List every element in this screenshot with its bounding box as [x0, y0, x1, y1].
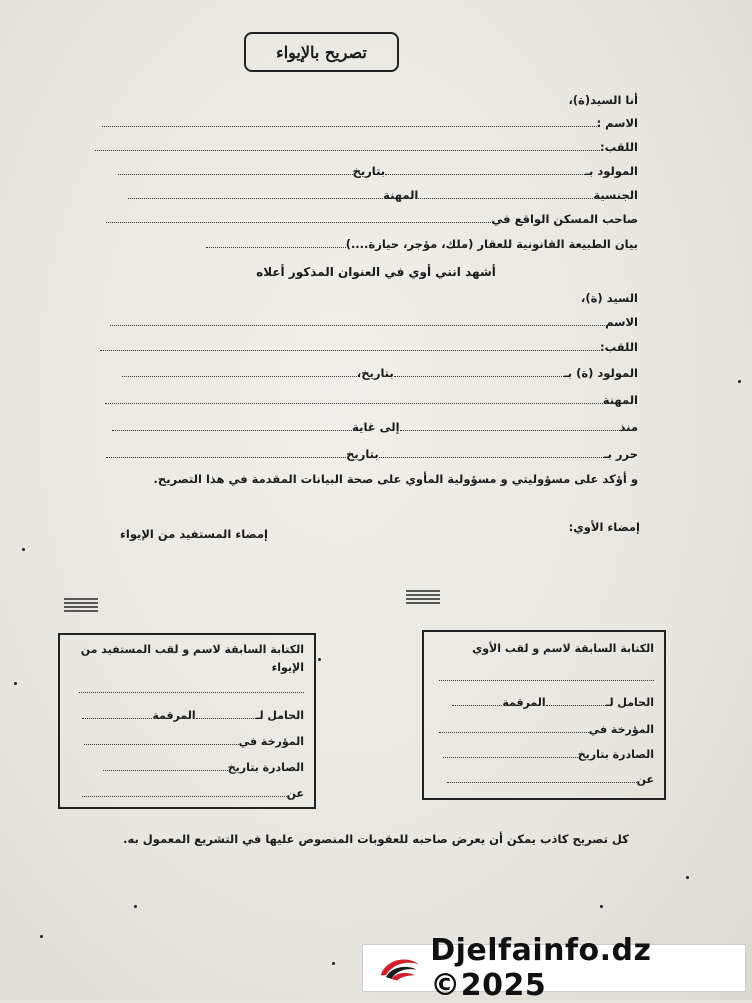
djelfainfo-watermark [362, 933, 746, 1003]
hosted-box-title: الكتابة السابقة لاسم و لقب المستفيد من الإيواء [80, 643, 304, 674]
declarant-legal-label: بيان الطبيعة القانونية للعقار (ملك، مؤجر، حيازة....) [345, 237, 638, 251]
hosted-since-field[interactable] [400, 419, 620, 431]
hosted-signature-scribble [64, 598, 98, 612]
declarant-born-label: المولود بـ [585, 164, 638, 178]
host-box-holder-line [452, 694, 654, 709]
scan-speck [40, 935, 43, 938]
hosted-box-numbered-field[interactable] [82, 707, 152, 719]
declarant-profession-field[interactable] [128, 187, 383, 199]
hosted-box-from-label: عن [286, 787, 304, 800]
hosted-written-date-field[interactable] [106, 446, 346, 458]
hosted-birthdate-field[interactable] [122, 365, 357, 377]
declarant-name-field[interactable] [102, 115, 597, 127]
hosted-period-line [112, 419, 638, 435]
scan-speck [600, 905, 603, 908]
scan-speck [318, 658, 321, 661]
hosted-box-holder-field[interactable] [196, 707, 256, 719]
host-box-dated-field[interactable] [439, 721, 589, 733]
hosted-intro: السيد (ة)، [581, 291, 638, 305]
host-box-from-field[interactable] [447, 771, 637, 783]
responsibility-statement: و أؤكد على مسؤوليتي و مسؤولية المأوي على صحة البيانات المقدمة في هذا التصريح. [153, 472, 638, 486]
hosted-born-label: المولود (ة) بـ [563, 366, 638, 380]
declarant-birthdate-field[interactable] [118, 163, 353, 175]
hosted-profession-field[interactable] [105, 392, 603, 404]
hosted-name-line [110, 314, 638, 330]
host-box-dated-line [439, 721, 654, 736]
host-box-issued-field[interactable] [443, 746, 578, 758]
hosted-identity-box [58, 633, 316, 809]
hosted-surname-field[interactable] [100, 339, 600, 351]
hosted-box-name-field[interactable] [79, 681, 304, 693]
hosted-box-issued-label: الصادرة بتاريخ [227, 761, 304, 774]
declarant-surname-line [95, 139, 638, 155]
hosted-until-label: إلى غاية [352, 420, 400, 434]
hosted-signature-label: إمضاء المستفيد من الإيواء [120, 527, 268, 541]
declarant-date-label: بتاريخ [352, 164, 386, 178]
hosted-since-label: منذ [619, 420, 638, 434]
host-box-issued-label: الصادرة بتاريخ [577, 748, 654, 761]
host-identity-box [422, 630, 666, 800]
host-signature-label: إمضاء الأوي: [568, 520, 640, 534]
form-title: تصريح بالإيواء [276, 42, 367, 62]
hosted-box-dated-field[interactable] [84, 733, 239, 745]
host-box-numbered-label: المرقمة [502, 696, 546, 709]
host-box-title: الكتابة السابقة لاسم و لقب الأوي [472, 642, 654, 655]
declarant-birth-line [118, 163, 638, 179]
host-box-numbered-field[interactable] [452, 694, 502, 706]
hosted-box-title-1 [68, 641, 304, 677]
declarant-birthplace-field[interactable] [385, 163, 585, 175]
hosted-date-label: بتاريخ، [356, 366, 394, 380]
legal-warning-footer: كل تصريح كاذب يمكن أن يعرض صاحبه للعقوبات المنصوص عليها في التشريع المعمول به. [123, 832, 629, 846]
hosted-box-holder-label: الحامل لـ [255, 709, 304, 722]
hosted-box-from-field[interactable] [82, 785, 287, 797]
scan-speck [686, 876, 689, 879]
hosted-profession-label: المهنة [602, 393, 638, 407]
declarant-nationality-label: الجنسية [593, 188, 638, 202]
hosted-written-place-field[interactable] [379, 446, 604, 458]
attestation-heading: أشهد انني أوي في العنوان المذكور أعلاه [256, 265, 496, 279]
declarant-legal-line [206, 236, 638, 252]
declarant-profession-label: المهنة [383, 188, 419, 202]
host-box-name-field[interactable] [439, 669, 654, 681]
hosted-box-dots-line [79, 681, 304, 696]
hosted-box-issued-line [103, 759, 304, 774]
declarant-intro: أنا السيد(ة)، [568, 93, 638, 107]
hosted-box-from-line [82, 785, 304, 800]
hosted-box-dated-label: المؤرخة في [238, 735, 304, 748]
hosted-surname-line [100, 339, 638, 355]
watermark-text: Djelfainfo.dz ©2025 [430, 933, 652, 1003]
host-box-dated-label: المؤرخة في [588, 723, 654, 736]
hosted-surname-label: اللقب: [599, 340, 638, 354]
host-box-holder-field[interactable] [546, 694, 606, 706]
declarant-dwelling-line [106, 211, 638, 227]
declarant-surname-field[interactable] [95, 139, 600, 151]
host-box-from-label: عن [636, 773, 654, 786]
hosted-written-label: حرر بـ [603, 447, 638, 461]
declarant-nationality-field[interactable] [418, 187, 593, 199]
declarant-nationality-line [128, 187, 638, 203]
declarant-dwelling-field[interactable] [106, 211, 491, 223]
declarant-dwelling-label: صاحب المسكن الواقع في [491, 212, 638, 226]
scan-speck [332, 962, 335, 965]
host-signature-scribble [406, 590, 440, 604]
hosted-name-label: الاسم [605, 315, 638, 329]
hosted-name-field[interactable] [110, 314, 605, 326]
form-title-box [244, 32, 399, 72]
declarant-surname-label: اللقب: [599, 140, 638, 154]
hosted-birthplace-field[interactable] [394, 365, 564, 377]
hosted-birth-line [122, 365, 638, 381]
host-box-holder-label: الحامل لـ [605, 696, 654, 709]
djelfainfo-logo-icon [377, 950, 422, 986]
hosted-box-dated-line [84, 733, 304, 748]
hosted-box-numbered-label: المرقمة [152, 709, 196, 722]
scan-speck [738, 380, 741, 383]
scan-speck [134, 905, 137, 908]
hosted-until-field[interactable] [112, 419, 352, 431]
host-box-dots-line [439, 669, 654, 684]
host-box-issued-line [443, 746, 654, 761]
declarant-legal-field[interactable] [206, 236, 346, 248]
scan-speck [22, 548, 25, 551]
hosted-written-line [106, 446, 638, 462]
hosted-box-issued-field[interactable] [103, 759, 228, 771]
hosted-profession-line [105, 392, 638, 408]
hosted-box-holder-line [82, 707, 304, 722]
declarant-name-line [102, 115, 638, 131]
host-box-from-line [447, 771, 654, 786]
scan-speck [14, 682, 17, 685]
hosted-written-date-label: بتاريخ [346, 447, 379, 461]
declarant-name-label: الاسم : [596, 116, 638, 130]
